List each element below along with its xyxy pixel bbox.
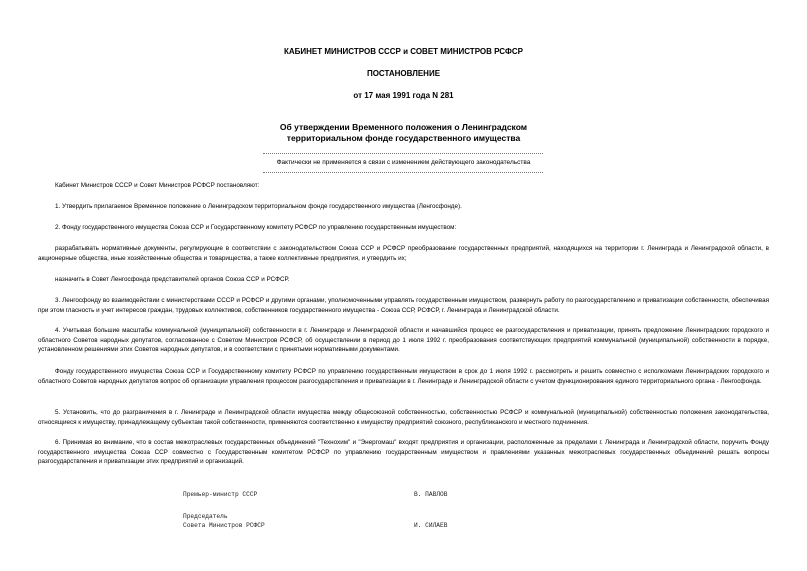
document-type-heading: ПОСТАНОВЛЕНИЕ bbox=[366, 69, 441, 78]
status-notice: Фактически не применяется в связи с изменением действующего законодательства bbox=[276, 159, 531, 166]
issuer-heading: КАБИНЕТ МИНИСТРОВ СССР и СОВЕТ МИНИСТРОВ РСФСР bbox=[283, 47, 523, 56]
document-title-line-1: Об утверждении Временного положения о Ленинградском bbox=[279, 122, 528, 132]
notice-top-divider bbox=[263, 153, 543, 154]
paragraph-3: 3. Ленгосфонду во взаимодействии с министерствами СССР и РСФСР и другими органами, уполномоченными управлять государственным имуществом, развернуть работу по разгосударствлению и приватизации собственности, обеспечивая при этом гласность и учет интересов граждан, трудовых коллективов, собственников государственного имущества - Союза ССР, РСФСР, г. Ленинграда и Ленинградской области. bbox=[38, 297, 769, 314]
signatory-2-title-line-1: Председатель bbox=[183, 513, 228, 520]
notice-bottom-divider bbox=[263, 172, 543, 173]
document-title-line-2: территориальном фонде государственного имущества bbox=[286, 133, 521, 143]
paragraph-6: 6. Принимая во внимание, что в состав межотраслевых государственных объединений "Технохим" и "Энергомаш" входят предприятия и организации, расположенные за пределами г. Ленинграда и Ленинградской области, поручить Фонду государственного имущества Союза ССР совместно с Государственным комитетом РСФСР по управлению государственным имуществом и правлениями указанных межотраслевых государственных объединений решать вопросы разгосударствления и приватизации этих предприятий и организаций. bbox=[38, 439, 769, 466]
paragraph-4-continued: Фонду государственного имущества Союза ССР и Государственному комитету РСФСР по управлению государственным имуществом в срок до 1 июля 1992 г. рассмотреть и решить совместно с исполкомами Ленинградских городского и областного Советов народных депутатов вопрос об организации управления процессом разгосударствления и приватизации в г. Ленинграде и Ленинградской области с учетом функционирования единого территориального органа - Ленгосфонда. bbox=[38, 368, 769, 385]
paragraph-1: 1. Утвердить прилагаемое Временное положение о Ленинградском территориальном фонде государственного имущества (Ленгосфонде). bbox=[55, 203, 462, 210]
signatory-1-title: Премьер-министр СССР bbox=[183, 491, 258, 498]
paragraph-2-item-1: разрабатывать нормативные документы, регулирующие в соответствии с законодательством Союза ССР и РСФСР преобразование государственных предприятий, находящихся на территории г. Ленинграда и Ленинградской области, в акционерные общества, иные хозяйственные общества и товарищества, а также коллективные предприятия, и утвердить их; bbox=[38, 245, 769, 262]
intro-paragraph: Кабинет Министров СССР и Совет Министров РСФСР постановляют: bbox=[55, 182, 260, 189]
signatory-2-name: И. СИЛАЕВ bbox=[414, 522, 448, 529]
signatory-2-title-line-2: Совета Министров РСФСР bbox=[183, 522, 265, 529]
paragraph-4: 4. Учитывая большие масштабы коммунальной (муниципальной) собственности в г. Ленинграде и Ленинградской области и начавшийся процесс ее разгосударствления и приватизации, принять предложение Ленинградских городского и областного Советов народных депутатов, согласованное с Советом Министров РСФСР, об осуществлении в период до 1 июля 1992 г. преобразования соответствующих предприятий коммунальной (муниципальной) собственности в порядке, установленном решениями этих Советов народных депутатов, и в соответствии с принятыми нормативными документами. bbox=[38, 327, 769, 354]
paragraph-5: 5. Установить, что до разграничения в г. Ленинграде и Ленинградской области имущества между общесоюзной собственностью, собственностью РСФСР и коммунальной (муниципальной) собственностью положения законодательства, относящиеся к имуществу, принадлежащему субъектам такой собственности, применяются соответственно к имуществу предприятий союзного, республиканского и местного подчинения. bbox=[38, 409, 769, 426]
signatory-1-name: В. ПАВЛОВ bbox=[414, 491, 448, 498]
paragraph-2-item-2: назначить в Совет Ленгосфонда представителей органов Союза ССР и РСФСР. bbox=[55, 276, 290, 283]
paragraph-2: 2. Фонду государственного имущества Союза ССР и Государственному комитету РСФСР по управлению государственным имуществом: bbox=[55, 224, 457, 231]
date-number-heading: от 17 мая 1991 года N 281 bbox=[353, 91, 454, 100]
